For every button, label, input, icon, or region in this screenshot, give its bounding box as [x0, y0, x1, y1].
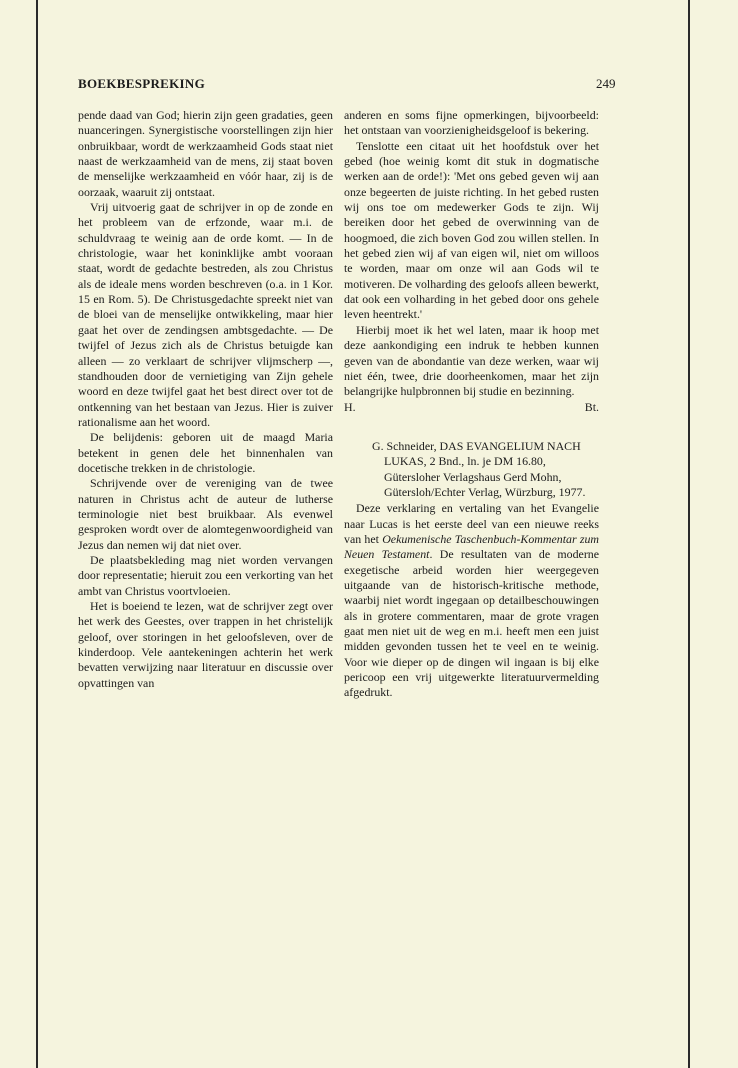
scan-left-edge — [36, 0, 38, 1068]
review-text: Deze verklaring en vertaling van het Evangelie naar Lucas is het eerste deel van een nieuwe reeks van het — [344, 501, 599, 546]
reviewer-signature — [344, 400, 599, 415]
paragraph: anderen en soms fijne opmerkingen, bijvoorbeeld: het ontstaan van voorzienigheidsgeloof is bekering. — [344, 108, 599, 138]
paragraph: De plaatsbekleding mag niet worden vervangen door representatie; hieruit zou een verkorting van het ambt van Christus voortvloeien. — [78, 552, 333, 598]
running-head: BOEKBESPREKING — [78, 76, 206, 91]
signature-initials: Bt. — [584, 399, 599, 414]
paragraph: pende daad van God; hierin zijn geen gradaties, geen nuanceringen. Synergistische voorstellingen zijn hier onbruikbaar, wordt de werkzaamheid Gods staat niet naast de werkzaamheid van de mens, zij staat boven de menselijke werkzaamheid en vóór haar, zij is de oorzaak, waaruit zij ontstaat. — [78, 108, 333, 199]
page-number: 249 — [596, 76, 616, 91]
book-citation: G. Schneider, DAS EVANGELIUM NACH LUKAS, 2 Bnd., ln. je DM 16.80, Gütersloher Verlagshaus Gerd Mohn, Gütersloh/Echter Verlag, Würzburg, 1977. — [372, 438, 586, 499]
paragraph: Het is boeiend te lezen, wat de schrijver zegt over het werk des Geestes, over trappen in het christelijk geloof, over storingen in het geloofsleven, over de kinderdoop. Vele aantekeningen achterin het werk bevatten verwijzing naar literatuur en discussie over opvattingen van — [78, 599, 333, 690]
paragraph: Schrijvende over de vereniging van de twee naturen in Christus acht de auteur de lutherse terminologie niet best bruikbaar. Als evenwel gesproken wordt over de alomtegenwoordigheid van Jezus dan nemen wij dat niet over. — [78, 476, 333, 552]
paragraph: Hierbij moet ik het wel laten, maar ik hoop met deze aankondiging een indruk te hebben kunnen geven van de abondantie van deze werken, waar wij niet één, twee, drie doorheenkomen, maar het zijn belangrijke hulpbronnen bij studie en bezinning. — [344, 322, 599, 399]
series-title: Oekumenische Taschenbuch-Kommentar zum Neuen Testament — [344, 531, 599, 562]
paragraph: Tenslotte een citaat uit het hoofdstuk over het gebed (hoe weinig komt dit stuk in dogmatische werken aan de orde!): 'Met ons gebed geven wij aan onze begeerten de juiste richting. In het gebed rusten wij ons toe om medewerker Gods te zijn. Wij bereiken door het gebed de overwinning van de hoogmoed, die zich boven God zou willen stellen. In het gebed zien wij af van eigen wil, niet om willoos te worden, maar om onze wil aan Gods wil te motiveren. De volharding des geloofs alleen bewerkt, dat ook een volharding in het gebed door ons gehele leven heentrekt.' — [344, 138, 599, 322]
right-column — [344, 108, 599, 701]
left-column — [78, 108, 333, 691]
review-paragraph — [344, 501, 599, 700]
paragraph: Vrij uitvoerig gaat de schrijver in op de zonde en het probleem van de erfzonde, waar m.i. de schuldvraag te weinig aan de orde komt. — In de christologie, waar het koninklijke ambt vooraan staat, wordt de gedachte bestreden, als zou Christus als de ideale mens worden beschreven (o.a. in 1 Kor. 15 en Rom. 5). De Christusgedachte spreekt niet van de bloei van de menselijke ontwikkeling, maar hier gaat het over de zendingsen ambtsgedachte. — De twijfel of Jezus zich als de Christus betuigde kan alleen — zo verklaart de schrijver vlijmscherp —, standhouden door de vernietiging van Zijn gehele woord en deze twijfel gaat het best direct over tot de ontkenning van het bestaan van Jezus. Hier is zuiver rationalisme aan het woord. — [78, 200, 333, 429]
review-text: . De resultaten van de moderne exegetische arbeid worden hier weergegeven uitgaande van de historisch-kritische methode, waarbij niet wordt ingegaan op detailbeschouwingen als in grotere commentaren, maar de grote vragen gaat men niet uit de weg en m.i. heeft men een juist midden gevonden tussen het te veel en te weinig. Voor wie dieper op de dingen wil ingaan is bij elke pericoop een vrij uitgewerkte literatuurvermelding afgedrukt. — [344, 547, 599, 700]
signature-initial: H. — [344, 399, 356, 414]
paragraph: De belijdenis: geboren uit de maagd Maria betekent in genen dele het binnenhalen van docetische trekken in de christologie. — [78, 430, 333, 475]
scan-right-edge — [688, 0, 690, 1068]
book-review-heading — [344, 439, 599, 500]
